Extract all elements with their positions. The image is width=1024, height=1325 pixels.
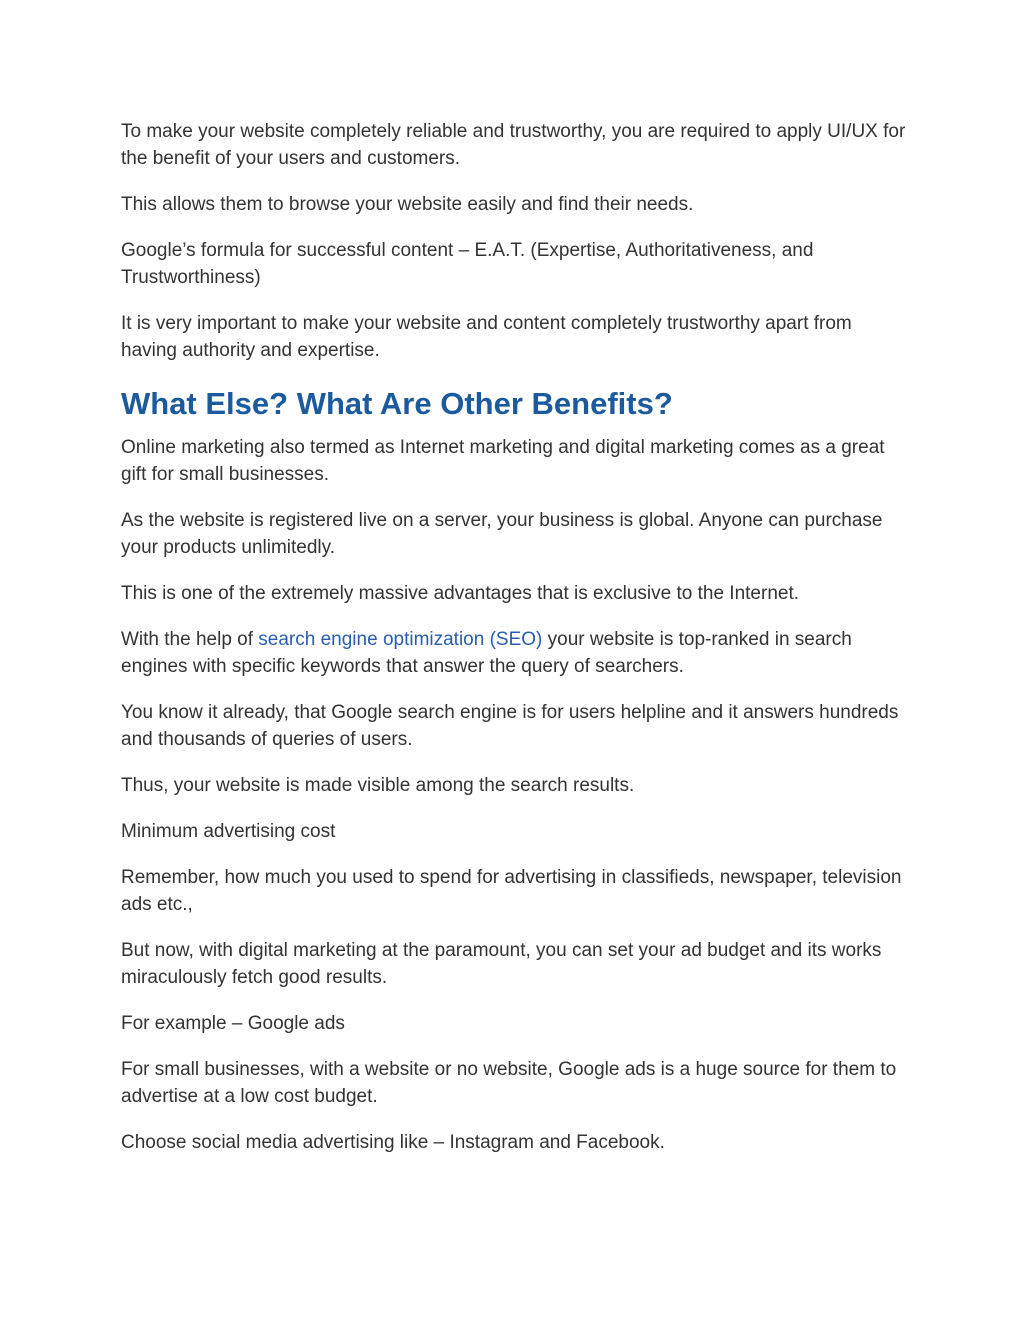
paragraph-advantages: This is one of the extremely massive advantages that is exclusive to the Internet. — [121, 583, 800, 604]
paragraph-google-helpline: You know it already, that Google search engine is for users helpline and it answers hundreds and thousands of queries of users. — [121, 702, 899, 750]
seo-text-after: your website is top-ranked in search engines with specific keywords that answer the query of searchers. — [121, 629, 852, 677]
section-heading: What Else? What Are Other Benefits? — [121, 386, 673, 421]
paragraph-remember: Remember, how much you used to spend for advertising in classifieds, newspaper, television ads etc., — [121, 867, 902, 915]
seo-link[interactable]: search engine optimization (SEO) — [258, 629, 543, 650]
paragraph-online-marketing: Online marketing also termed as Internet marketing and digital marketing comes as a great gift for small businesses. — [121, 437, 885, 485]
paragraph-uiux: To make your website completely reliable and trustworthy, you are required to apply UI/UX for the benefit of your users and customers. — [121, 121, 906, 169]
document-page — [121, 118, 911, 1175]
paragraph-visible: Thus, your website is made visible among the search results. — [121, 775, 635, 796]
paragraph-budget: But now, with digital marketing at the paramount, you can set your ad budget and its works miraculously fetch good results. — [121, 940, 882, 988]
paragraph-social-media: Choose social media advertising like – Instagram and Facebook. — [121, 1132, 665, 1153]
paragraph-browse: This allows them to browse your website easily and find their needs. — [121, 194, 694, 215]
paragraph-trustworthy: It is very important to make your website and content completely trustworthy apart from having authority and expertise. — [121, 313, 852, 361]
paragraph-global: As the website is registered live on a server, your business is global. Anyone can purchase your products unlimitedly. — [121, 510, 883, 558]
seo-text-before: With the help of — [121, 629, 259, 650]
paragraph-seo — [121, 626, 911, 680]
paragraph-google-ads: For example – Google ads — [121, 1013, 345, 1034]
paragraph-min-cost: Minimum advertising cost — [121, 821, 336, 842]
paragraph-small-business: For small businesses, with a website or no website, Google ads is a huge source for them to advertise at a low cost budget. — [121, 1059, 897, 1107]
paragraph-eat: Google’s formula for successful content – E.A.T. (Expertise, Authoritativeness, and Trustworthiness) — [121, 240, 814, 288]
